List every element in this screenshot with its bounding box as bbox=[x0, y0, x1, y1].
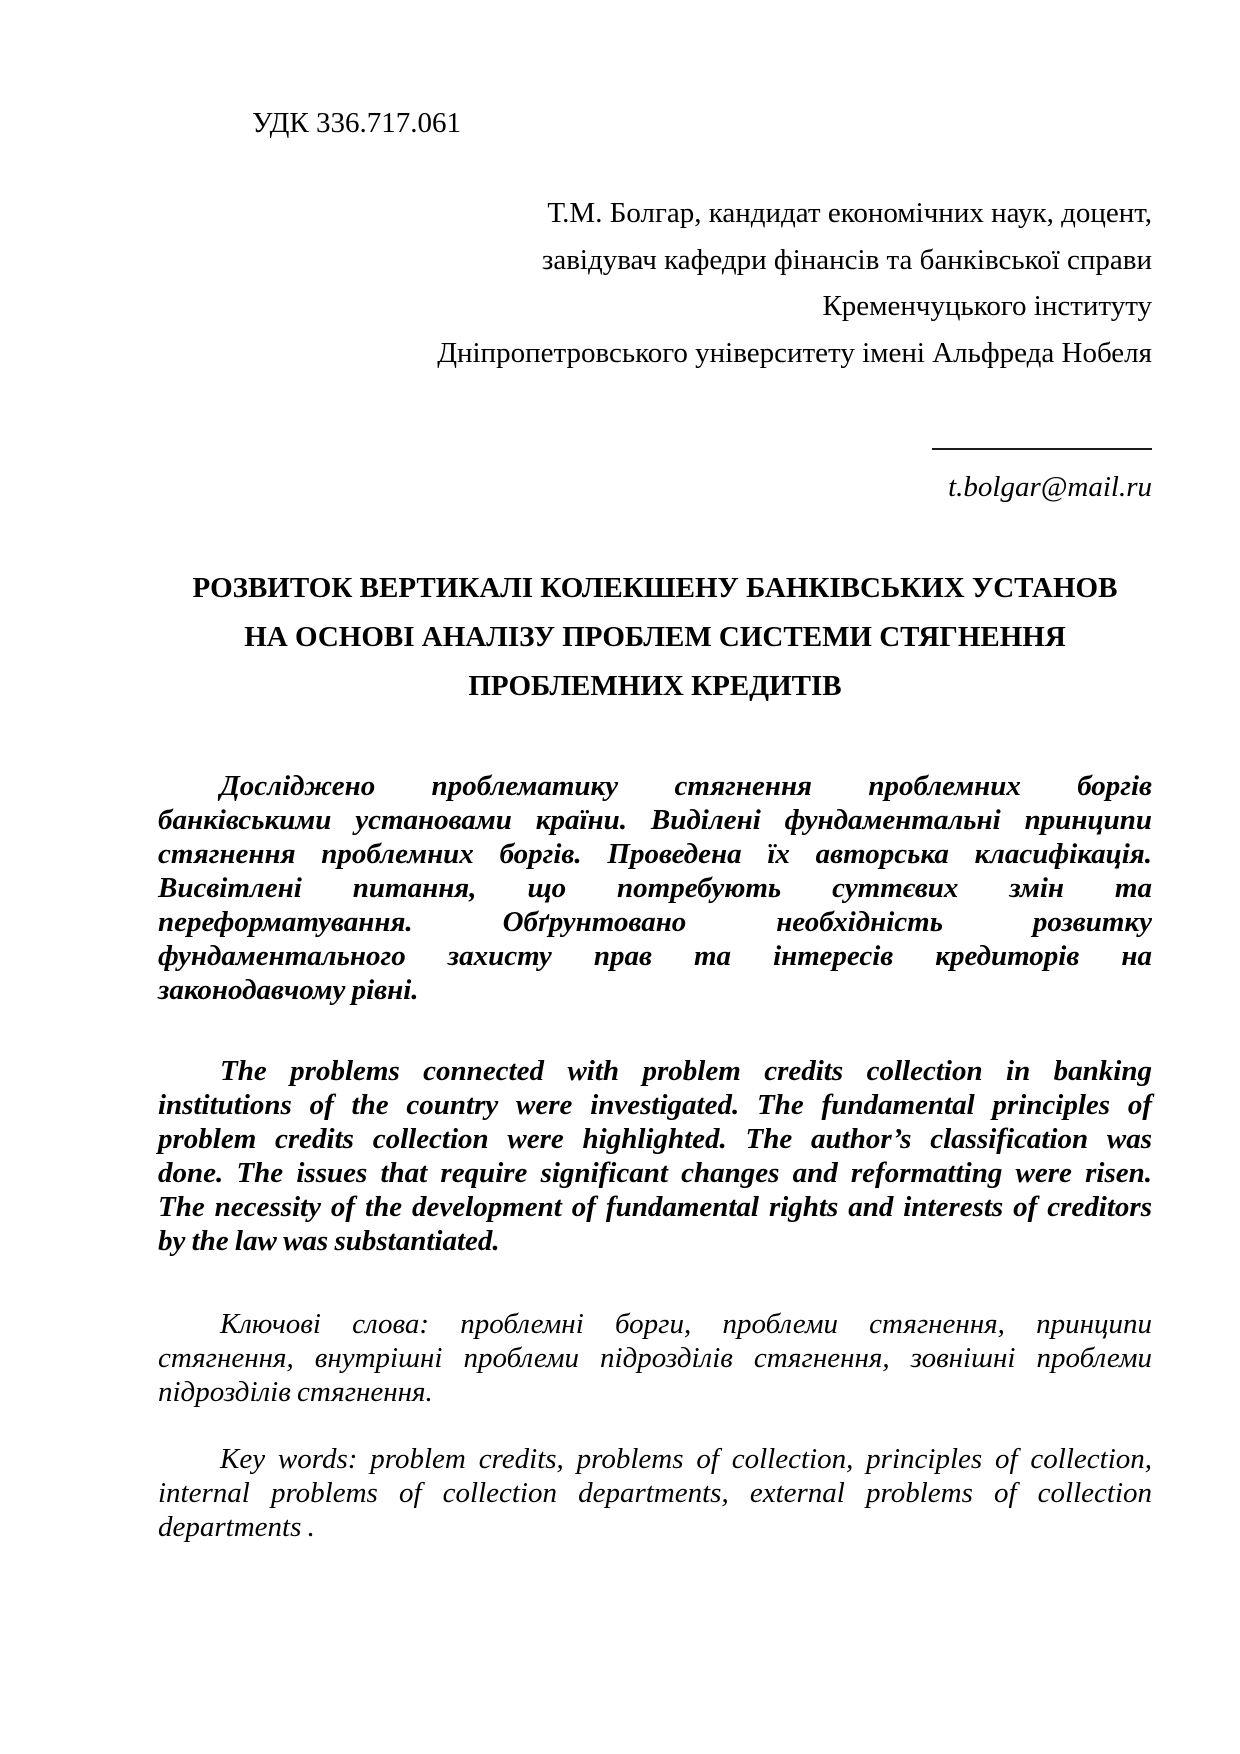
text-line: problem credits collection were highlighted. The author’s classification was bbox=[158, 1123, 1152, 1155]
text-line: РОЗВИТОК ВЕРТИКАЛІ КОЛЕКШЕНУ БАНКІВСЬКИХ УСТАНОВ bbox=[192, 572, 1118, 604]
text-line: by the law was substantiated. bbox=[158, 1225, 500, 1257]
text-line: переформатування. Обґрунтовано необхідність розвитку bbox=[158, 906, 1152, 938]
text-line: НА ОСНОВІ АНАЛІЗУ ПРОБЛЕМ СИСТЕМИ СТЯГНЕННЯ bbox=[244, 621, 1066, 653]
text-line: The necessity of the development of fundamental rights and interests of creditors bbox=[158, 1191, 1152, 1223]
text-line: фундаментального захисту прав та інтересів кредиторів на bbox=[158, 940, 1152, 972]
text-line: Досліджено проблематику стягнення проблемних боргів bbox=[220, 770, 1152, 802]
text-line: стягнення, внутрішні проблеми підрозділів стягнення, зовнішні проблеми bbox=[158, 1342, 1152, 1374]
keywords-english bbox=[158, 1442, 1152, 1544]
text-line: Т.М. Болгар, кандидат економічних наук, доцент, bbox=[547, 197, 1152, 229]
text-line: законодавчому рівні. bbox=[158, 974, 419, 1006]
text-line: Key words: problem credits, problems of collection, principles of collection, bbox=[220, 1443, 1152, 1475]
text-line: завідувач кафедри фінансів та банківської справи bbox=[541, 243, 1152, 276]
abstract-english bbox=[158, 1054, 1152, 1258]
text-line: internal problems of collection departments, external problems of collection bbox=[158, 1477, 1152, 1509]
text-line: Ключові слова: проблемні борги, проблеми стягнення, принципи bbox=[220, 1308, 1152, 1340]
text-line: The problems connected with problem credits collection in banking bbox=[220, 1055, 1152, 1087]
text-line: банківськими установами країни. Виділені фундаментальні принципи bbox=[158, 804, 1152, 836]
abstract-ukrainian bbox=[158, 769, 1152, 1007]
text-line: Кременчуцького інституту bbox=[822, 290, 1152, 322]
text-line: done. The issues that require significant changes and reformatting were risen. bbox=[158, 1157, 1152, 1189]
text-line: стягнення проблемних боргів. Проведена їх авторська класифікація. bbox=[158, 838, 1152, 870]
text-line: institutions of the country were investigated. The fundamental principles of bbox=[158, 1089, 1152, 1121]
divider-row bbox=[158, 448, 1152, 452]
text-line: підрозділів стягнення. bbox=[158, 1376, 433, 1408]
author-block bbox=[158, 190, 1152, 376]
signature-rule bbox=[932, 448, 1152, 450]
text-line: Висвітлені питання, що потребують суттєвих змін та bbox=[158, 872, 1152, 904]
article-title bbox=[158, 564, 1152, 711]
text-line: Дніпропетровського університету імені Альфреда Нобеля bbox=[437, 336, 1152, 369]
text-line: departments . bbox=[158, 1511, 315, 1543]
text-line: ПРОБЛЕМНИХ КРЕДИТІВ bbox=[468, 670, 842, 702]
udc-code: УДК 336.717.061 bbox=[252, 107, 461, 139]
keywords-ukrainian bbox=[158, 1307, 1152, 1409]
author-email: t.bolgar@mail.ru bbox=[948, 471, 1152, 503]
